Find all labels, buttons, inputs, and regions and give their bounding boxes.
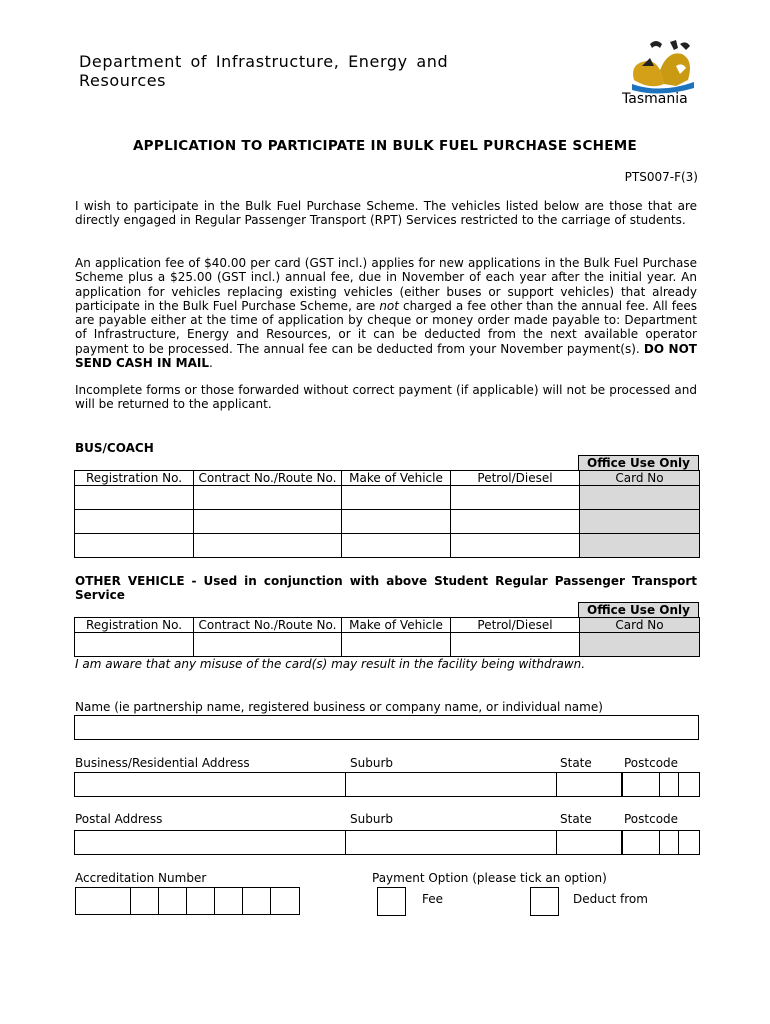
card-no-cell (580, 633, 700, 657)
suburb-label: Suburb (350, 756, 393, 770)
registration-cell[interactable] (75, 486, 194, 510)
fees-emphasis: not (379, 298, 399, 313)
other-vehicle-table (74, 617, 700, 657)
fuel-cell[interactable] (451, 534, 580, 558)
accreditation-digit (131, 887, 159, 915)
column-header: Contract No./Route No. (194, 618, 342, 633)
column-header: Card No (580, 618, 700, 633)
business-suburb-input[interactable] (345, 772, 557, 797)
fuel-cell[interactable] (451, 633, 580, 657)
card-no-cell (580, 510, 700, 534)
table-row (75, 486, 700, 510)
fuel-cell[interactable] (451, 486, 580, 510)
fee-checkbox[interactable] (377, 887, 406, 916)
page-title: APPLICATION TO PARTICIPATE IN BULK FUEL PURCHASE SCHEME (132, 138, 638, 154)
payment-option-label: Payment Option (please tick an option) (372, 871, 607, 885)
postal-state-input[interactable] (556, 830, 622, 855)
postcode-digit (641, 772, 660, 797)
accreditation-digit (243, 887, 271, 915)
table-row (75, 534, 700, 558)
logo-text: Tasmania (622, 91, 688, 107)
table-header-row (75, 471, 700, 486)
make-cell[interactable] (342, 510, 451, 534)
registration-cell[interactable] (75, 510, 194, 534)
accreditation-digit (159, 887, 187, 915)
postal-address-input[interactable] (74, 830, 346, 855)
name-label: Name (ie partnership name, registered business or company name, or individual name) (75, 700, 603, 714)
column-header: Registration No. (75, 471, 194, 486)
department-name: Department of Infrastructure, Energy and Resources (79, 52, 449, 90)
table-row (75, 633, 700, 657)
intro-paragraph: I wish to participate in the Bulk Fuel Purchase Scheme. The vehicles listed below are those that are directly engaged in Regular Passenger Transport (RPT) Services restricted to the carriage of students. (75, 199, 697, 228)
deduct-option-label: Deduct from (573, 892, 648, 906)
incomplete-paragraph: Incomplete forms or those forwarded without correct payment (if applicable) will not be processed and will be returned to the applicant. (75, 383, 697, 412)
postal-state-label: State (560, 812, 592, 826)
fees-text: An application fee of $40.00 per card (GST incl.) applies for new applications in the Bulk Fuel Purchase Scheme plus a $25.00 (GST incl.) annual fee, due in November of each year after the initial year. An application for vehicles replacing existing vehicles (either buses or support vehicles) that already participate in the Bulk Fuel Purchase Scheme, are (75, 256, 697, 313)
deduct-checkbox[interactable] (530, 887, 559, 916)
table-header-row (75, 618, 700, 633)
postal-postcode-label: Postcode (624, 812, 679, 826)
business-address-input[interactable] (74, 772, 346, 797)
fee-option-label: Fee (422, 892, 444, 906)
accreditation-digit (187, 887, 215, 915)
column-header: Make of Vehicle (342, 618, 451, 633)
accreditation-digit (103, 887, 131, 915)
postcode-digit (660, 772, 679, 797)
form-code: PTS007-F(3) (624, 170, 698, 184)
card-no-cell (580, 534, 700, 558)
postcode-digit (641, 830, 660, 855)
contract-cell[interactable] (194, 633, 342, 657)
accreditation-label: Accreditation Number (75, 871, 207, 885)
business-address-label: Business/Residential Address (75, 756, 250, 770)
postcode-digit (660, 830, 679, 855)
accreditation-digit (215, 887, 243, 915)
postal-address-label: Postal Address (75, 812, 163, 826)
card-no-cell (580, 486, 700, 510)
make-cell[interactable] (342, 486, 451, 510)
column-header: Make of Vehicle (342, 471, 451, 486)
contract-cell[interactable] (194, 486, 342, 510)
column-header: Card No (580, 471, 700, 486)
column-header: Petrol/Diesel (451, 471, 580, 486)
contract-cell[interactable] (194, 534, 342, 558)
fuel-cell[interactable] (451, 510, 580, 534)
table-row (75, 510, 700, 534)
registration-cell[interactable] (75, 633, 194, 657)
contract-cell[interactable] (194, 510, 342, 534)
make-cell[interactable] (342, 534, 451, 558)
column-header: Contract No./Route No. (194, 471, 342, 486)
other-office-use-label: Office Use Only (578, 602, 699, 618)
other-section-heading: OTHER VEHICLE - Used in conjunction with above Student Regular Passenger Transport Service (75, 574, 697, 603)
fees-text-2: charged a fee other than the annual fee. All fees are payable either at the time of application by cheque or money order made payable to: Department of Infrastructure, Energy and Resources, or it can be deducted from the next available operator payment to be processed. The annual fee can be deducted from your November payment(s). (75, 298, 697, 356)
registration-cell[interactable] (75, 534, 194, 558)
bus-office-use-label: Office Use Only (578, 455, 699, 471)
postal-suburb-input[interactable] (345, 830, 557, 855)
cash-warning: DO NOT SEND CASH IN MAIL (75, 341, 697, 371)
make-cell[interactable] (342, 633, 451, 657)
postal-suburb-label: Suburb (350, 812, 393, 826)
name-input[interactable] (74, 715, 699, 740)
column-header: Registration No. (75, 618, 194, 633)
bus-section-heading: BUS/COACH (75, 441, 154, 455)
state-label: State (560, 756, 592, 770)
business-state-input[interactable] (556, 772, 622, 797)
postcode-label: Postcode (624, 756, 679, 770)
column-header: Petrol/Diesel (451, 618, 580, 633)
misuse-notice: I am aware that any misuse of the card(s) may result in the facility being withdrawn. (75, 657, 586, 671)
bus-vehicle-table (74, 470, 700, 558)
fees-paragraph (75, 256, 697, 370)
fees-end: . (209, 356, 213, 371)
